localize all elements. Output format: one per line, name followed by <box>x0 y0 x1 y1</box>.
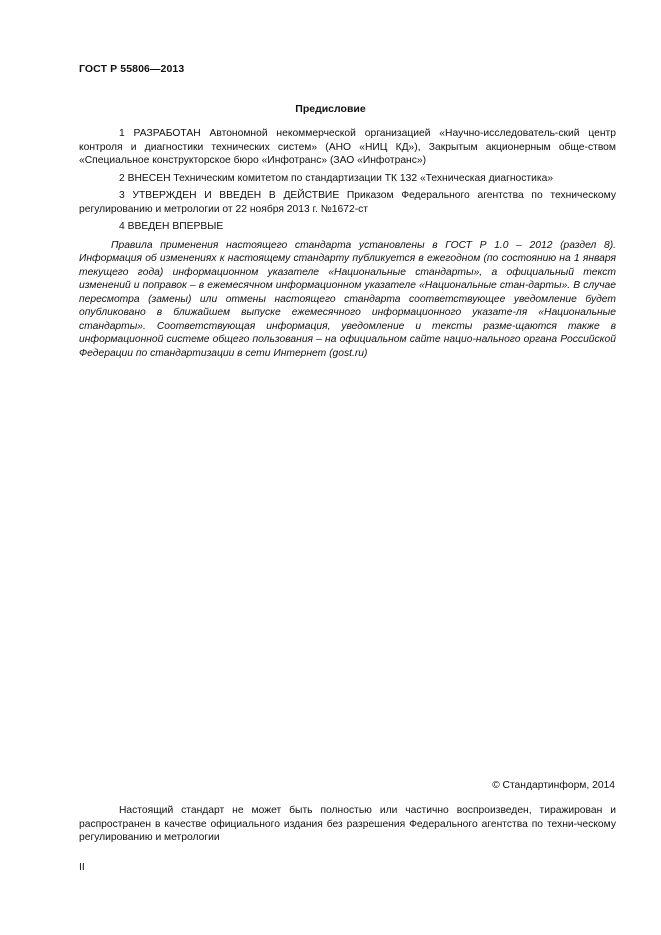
rules-note: Правила применения настоящего стандарта установлены в ГОСТ Р 1.0 – 2012 (раздел 8). Информация об изменениях к настоящему стандарту публикуется в ежегодном (по состоянию на 1 января текущего года) информационном указателе «Национальные стандарты», а официальный текст изменений и поправок – в ежемесячном информационном указателе «Национальные стан-дарты». В случае пересмотра (замены) или отмены настоящего стандарта соответствующее уведомление будет опубликовано в ближайшем выпуске ежемесячного информационного указате-ля «Национальные стандарты». Соответствующая информация, уведомление и тексты разме-щаются также в информационной системе общего пользования – на официальном сайте нацио-нального органа Российской Федерации по стандартизации в сети Интернет (gost.ru) <box>79 239 616 359</box>
preface-item-approved: 3 УТВЕРЖДЕН И ВВЕДЕН В ДЕЙСТВИЕ Приказом Федерального агентства по техническому регулированию и метрологии от 22 ноября 2013 г. №1672-ст <box>79 190 616 215</box>
page-number: II <box>79 862 85 873</box>
preface-item-introduced: 4 ВВЕДЕН ВПЕРВЫЕ <box>119 221 224 232</box>
reproduction-notice: Настоящий стандарт не может быть полностью или частично воспроизведен, тиражирован и распространен в качестве официального издания без разрешения Федерального агентства по техни-ческому регулированию и метрологии <box>79 805 616 843</box>
preface-item-developed: 1 РАЗРАБОТАН Автономной некоммерческой организацией «Научно-исследователь-ский центр контроля и диагностики технических систем» (АНО «НИЦ КД»), Закрытым акционерным обще-ством «Специальное конструкторское бюро «Инфотранс» (ЗАО «Инфотранс») <box>79 128 616 166</box>
preface-item-submitted: 2 ВНЕСЕН Техническим комитетом по стандартизации ТК 132 «Техническая диагностика» <box>119 172 554 184</box>
preface-body <box>79 127 616 370</box>
copyright-line: © Стандартинформ, 2014 <box>492 780 615 791</box>
preface-title: Предисловие <box>295 103 366 115</box>
standard-code-header: ГОСТ Р 55806—2013 <box>79 63 185 75</box>
